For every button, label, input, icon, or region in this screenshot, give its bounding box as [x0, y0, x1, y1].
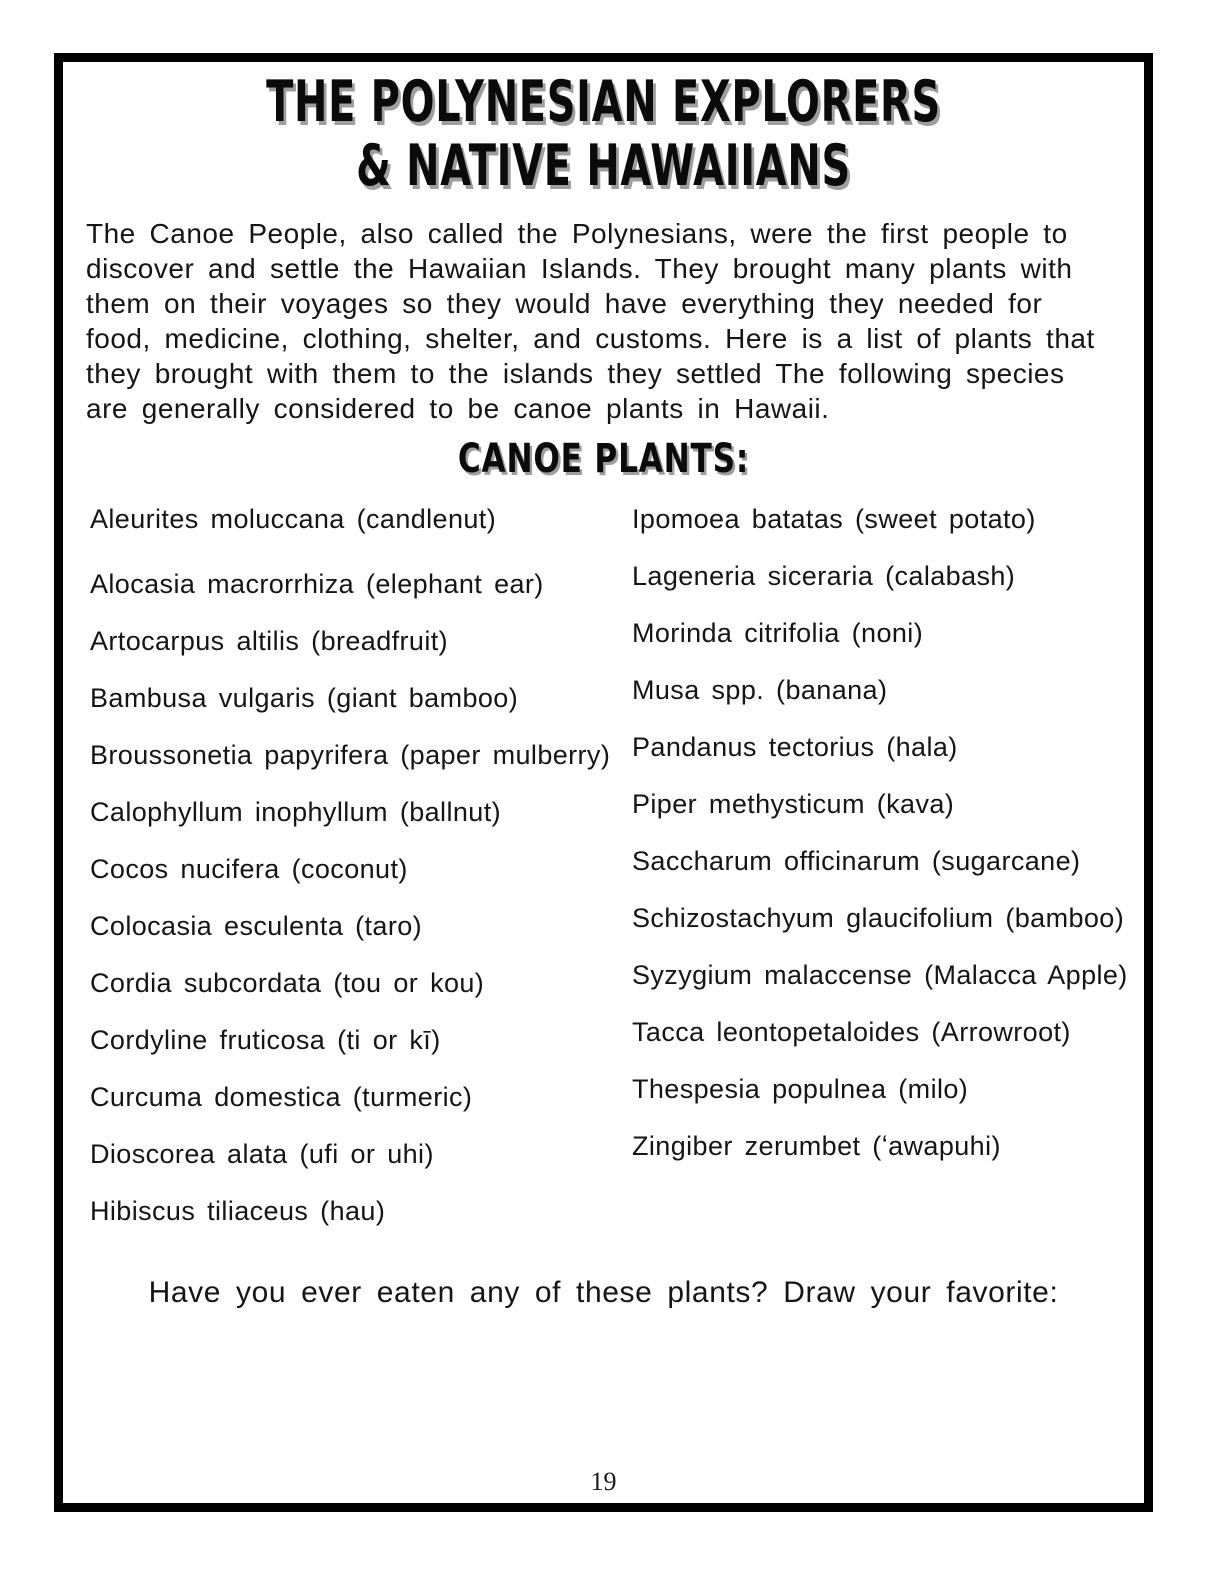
plant-list-item: Piper methysticum (kava)	[632, 789, 955, 819]
plant-list-item: Broussonetia papyrifera (paper mulberry)	[90, 740, 611, 770]
plant-list-item: Hibiscus tiliaceus (hau)	[90, 1196, 386, 1226]
plant-list-item: Thespesia populnea (milo)	[632, 1074, 969, 1104]
plant-list-item: Bambusa vulgaris (giant bamboo)	[90, 683, 519, 713]
plant-list-item: Alocasia macrorrhiza (elephant ear)	[90, 569, 544, 599]
plant-list	[90, 504, 1144, 1253]
plant-list-item: Lageneria siceraria (calabash)	[632, 561, 1016, 591]
plant-list-item: Cordyline fruticosa (ti or kī)	[90, 1025, 441, 1055]
plant-list-item: Calophyllum inophyllum (ballnut)	[90, 797, 501, 827]
plant-list-item: Curcuma domestica (turmeric)	[90, 1082, 473, 1112]
plant-list-item: Cocos nucifera (coconut)	[90, 854, 408, 884]
plant-list-item: Morinda citrifolia (noni)	[632, 618, 924, 648]
plant-list-item: Artocarpus altilis (breadfruit)	[90, 626, 449, 656]
plant-list-item: Ipomoea batatas (sweet potato)	[632, 504, 1036, 534]
page-title-line-2: & NATIVE HAWAIIANS	[356, 133, 851, 199]
plant-list-item: Dioscorea alata (ufi or uhi)	[90, 1139, 434, 1169]
plant-list-item: Schizostachyum glaucifolium (bamboo)	[632, 903, 1125, 933]
page-title	[63, 70, 1144, 198]
page-title-line-1: THE POLYNESIAN EXPLORERS	[266, 69, 941, 135]
draw-favorite-prompt: Have you ever eaten any of these plants? Draw your favorite:	[148, 1276, 1059, 1309]
drawing-area	[63, 1313, 1144, 1463]
plant-list-item: Musa spp. (banana)	[632, 675, 888, 705]
plant-list-item: Colocasia esculenta (taro)	[90, 911, 423, 941]
intro-paragraph: The Canoe People, also called the Polynesians, were the first people to discover and settle the Hawaiian Islands. They brought many plants with them on their voyages so they would have everything they needed for food, medicine, clothing, shelter, and customs. Here is a list of plants that they brought with them to the islands they settled The following species are generally considered to be canoe plants in Hawaii.	[86, 218, 1095, 424]
plant-list-right-column	[632, 504, 1144, 1253]
plant-list-item: Cordia subcordata (tou or kou)	[90, 968, 485, 998]
plant-list-item: Aleurites moluccana (candlenut)	[90, 504, 497, 534]
canoe-plants-heading: CANOE PLANTS:	[457, 436, 750, 482]
plant-list-item: Syzygium malaccense (Malacca Apple)	[632, 960, 1128, 990]
plant-list-item: Pandanus tectorius (hala)	[632, 732, 958, 762]
plant-list-item: Tacca leontopetaloides (Arrowroot)	[632, 1017, 1071, 1047]
plant-list-item: Saccharum officinarum (sugarcane)	[632, 846, 1081, 876]
plant-list-item: Zingiber zerumbet (ʻawapuhi)	[632, 1131, 1001, 1161]
plant-list-left-column	[90, 504, 632, 1253]
page-border-frame	[54, 53, 1153, 1512]
page-number: 19	[590, 1467, 617, 1496]
